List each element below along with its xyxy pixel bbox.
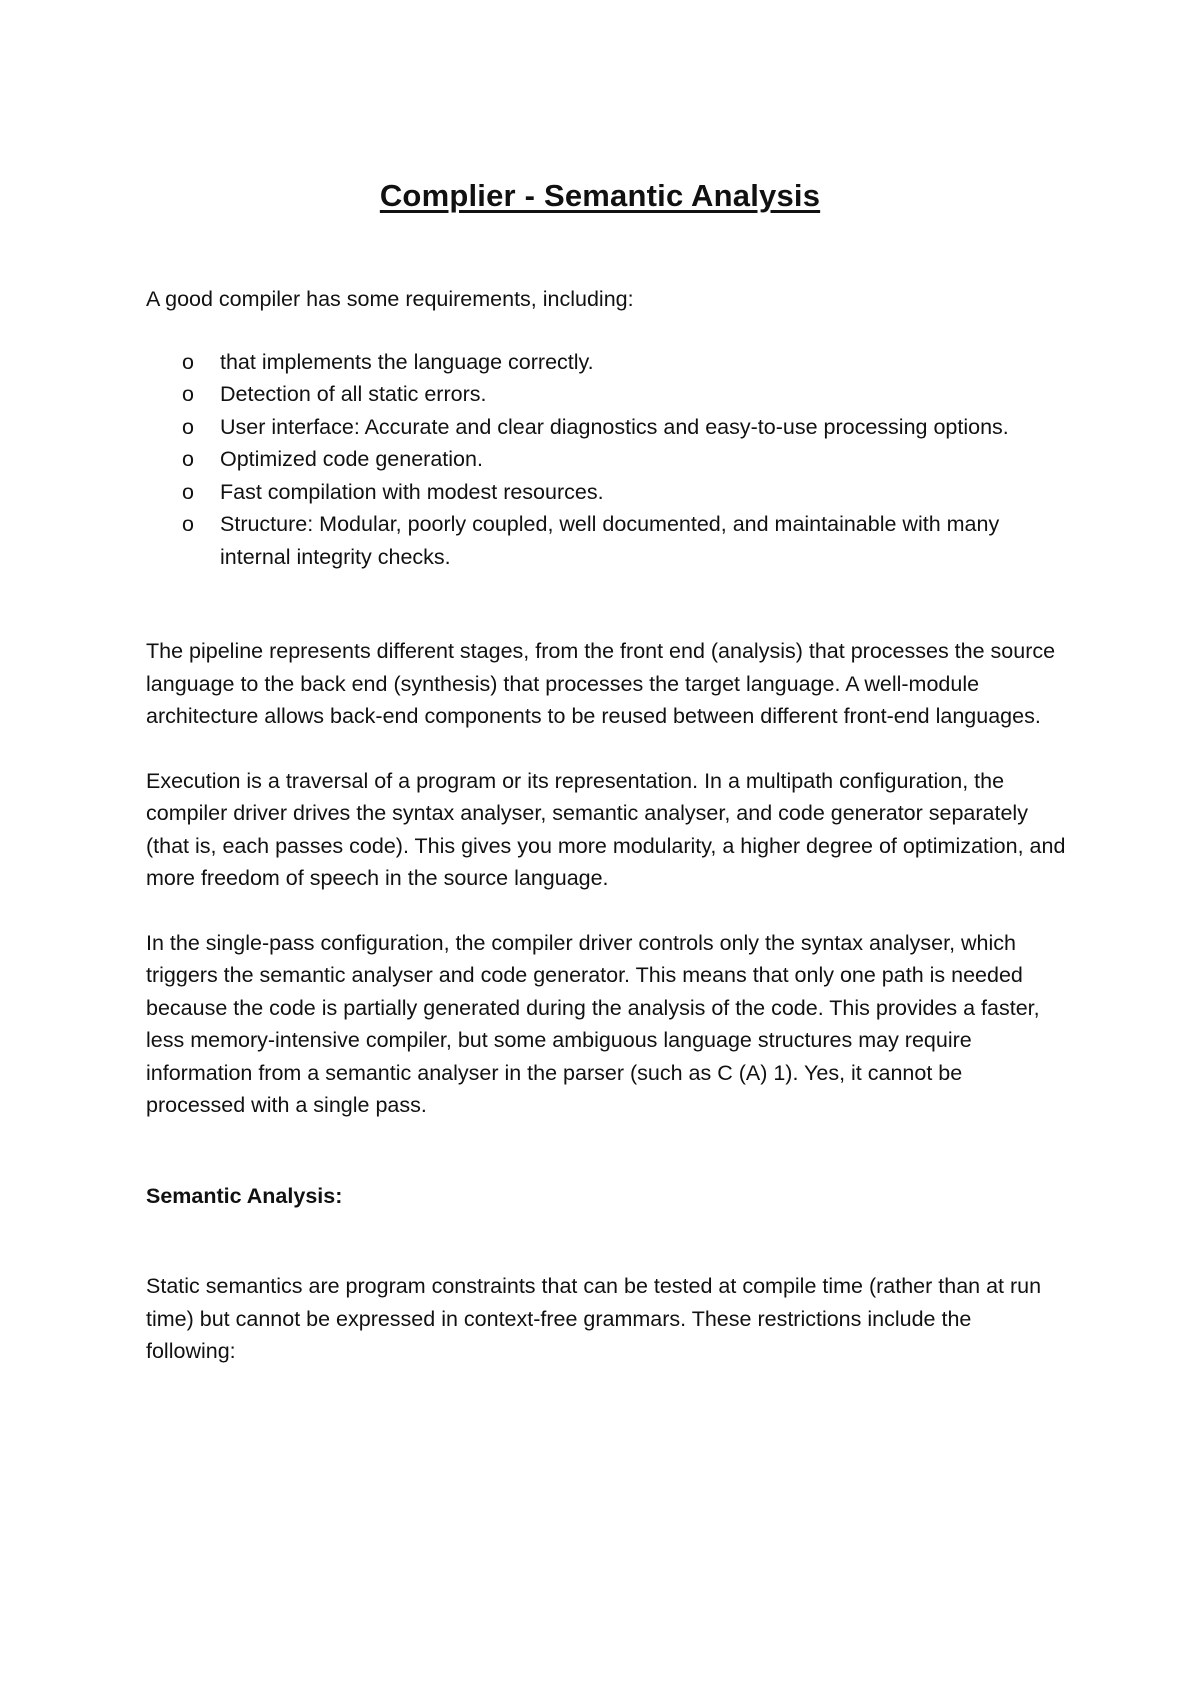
multipass-paragraph: Execution is a traversal of a program or its representation. In a multipath configuration, the compiler driver drives the syntax analyser, semantic analyser, and code generator separately (that is, each passes code). This gives you more modularity, a higher degree of optimization, and more freedom of speech in the source language. [146, 768, 1066, 890]
list-item-text: Optimized code generation. [220, 447, 483, 471]
pipeline-paragraph: The pipeline represents different stages, from the front end (analysis) that processes the source language to the back end (synthesis) that processes the target language. A well-module architecture allows back-end components to be reused between different front-end languages. [146, 639, 1056, 728]
bullet-icon: o [182, 512, 194, 536]
section-heading: Semantic Analysis: [146, 1183, 343, 1208]
intro-text: A good compiler has some requirements, including: [146, 287, 634, 311]
list-item [146, 346, 1066, 379]
bullet-icon: o [182, 382, 194, 406]
list-item-text: User interface: Accurate and clear diagnostics and easy-to-use processing options. [220, 414, 1009, 439]
list-item-text: Detection of all static errors. [220, 382, 487, 406]
bullet-icon: o [182, 447, 194, 471]
single-pass-paragraph: In the single-pass configuration, the compiler driver controls only the syntax analyser, which triggers the semantic analyser and code generator. This means that only one path is needed because the code is partially generated during the analysis of the code. This provides a faster, less memory-intensive compiler, but some ambiguous language structures may require information from a semantic analyser in the parser (such as C (A) 1). Yes, it cannot be processed with a single pass. [146, 930, 1040, 1117]
static-semantics-paragraph: Static semantics are program constraints that can be tested at compile time (rather than at run time) but cannot be expressed in context-free grammars. These restrictions include the following: [146, 1274, 1042, 1363]
list-item [146, 443, 1066, 476]
list-item-text: Structure: Modular, poorly coupled, well documented, and maintainable with many internal integrity checks. [220, 512, 1000, 569]
list-item-text: Fast compilation with modest resources. [220, 479, 604, 504]
list-item-text: that implements the language correctly. [220, 349, 594, 374]
bullet-icon: o [182, 349, 194, 374]
document-body [146, 283, 1066, 1368]
list-item [146, 476, 1066, 509]
requirements-list [146, 346, 1066, 574]
page-title: Complier - Semantic Analysis [379, 178, 821, 213]
bullet-icon: o [182, 414, 194, 439]
bullet-icon: o [182, 479, 194, 504]
list-item [146, 378, 1066, 411]
list-item [146, 411, 1066, 444]
list-item [146, 508, 1066, 573]
